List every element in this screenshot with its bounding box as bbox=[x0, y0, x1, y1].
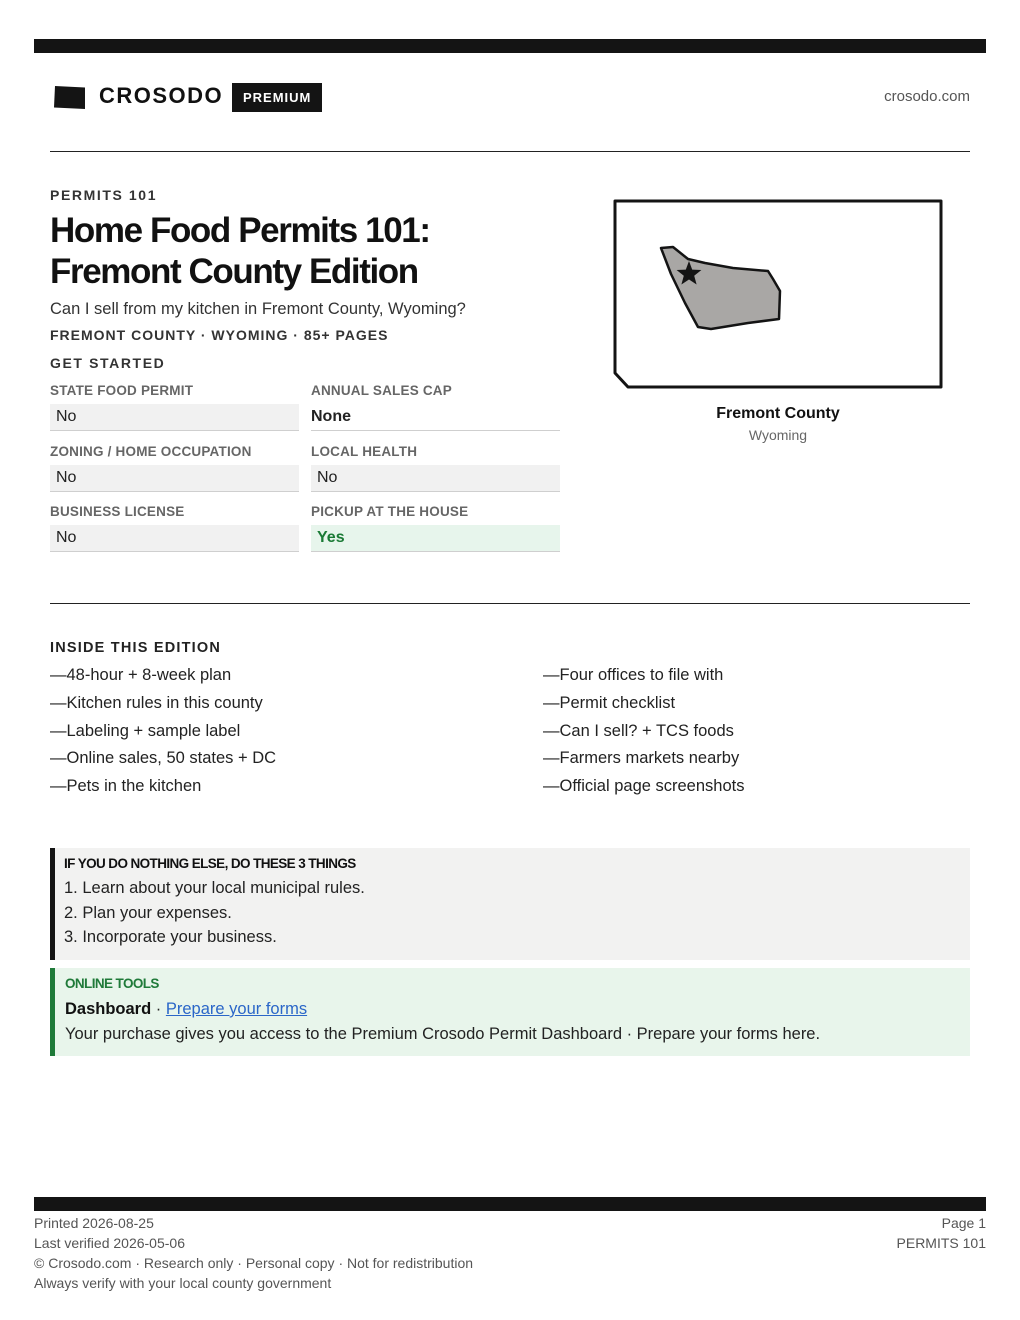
separator: · bbox=[155, 1000, 162, 1018]
field-value: Yes bbox=[311, 525, 560, 551]
section-kicker: PERMITS 101 bbox=[50, 187, 158, 203]
list-item: —Pets in the kitchen bbox=[50, 777, 202, 796]
field-label: STATE FOOD PERMIT bbox=[50, 383, 194, 398]
pickup-at-house-field bbox=[311, 504, 560, 552]
business-license-field bbox=[50, 504, 299, 552]
printed-date: Printed 2026-08-25 bbox=[34, 1215, 154, 1231]
bottom-bar bbox=[34, 1197, 986, 1211]
list-item: 3. Incorporate your business. bbox=[64, 928, 277, 946]
footer-section: PERMITS 101 bbox=[896, 1235, 986, 1251]
footer-left bbox=[34, 1213, 473, 1293]
prepare-forms-link[interactable]: Prepare your forms bbox=[165, 1000, 308, 1018]
field-value: None bbox=[311, 408, 351, 425]
inside-list-right bbox=[543, 666, 943, 805]
list-item: —Permit checklist bbox=[543, 693, 676, 712]
get-started-heading: GET STARTED bbox=[50, 355, 166, 371]
title-line-2: Fremont County Edition bbox=[50, 252, 418, 291]
list-item: —Official page screenshots bbox=[543, 777, 745, 796]
brand-name: CROSODO bbox=[99, 83, 224, 108]
field-value: No bbox=[50, 465, 299, 491]
page-number: Page 1 bbox=[941, 1215, 986, 1231]
field-value: No bbox=[50, 404, 299, 430]
list-item: —Farmers markets nearby bbox=[543, 749, 740, 768]
tools-title: ONLINE TOOLS bbox=[65, 976, 159, 991]
copyright: © Crosodo.com · Research only · Personal copy · Not for redistribution bbox=[34, 1255, 474, 1271]
online-tools-box bbox=[50, 968, 970, 1056]
field-label: ANNUAL SALES CAP bbox=[311, 383, 452, 398]
field-label: PICKUP AT THE HOUSE bbox=[311, 504, 469, 519]
premium-badge: PREMIUM bbox=[232, 83, 322, 112]
field-value: No bbox=[311, 465, 560, 491]
tools-links bbox=[65, 1000, 970, 1019]
header-divider bbox=[50, 151, 970, 152]
verified-date: Last verified 2026-05-06 bbox=[34, 1235, 185, 1251]
field-label: ZONING / HOME OCCUPATION bbox=[50, 444, 252, 459]
list-item: —Kitchen rules in this county bbox=[50, 693, 263, 712]
field-label: LOCAL HEALTH bbox=[311, 444, 418, 459]
wyoming-logo-icon bbox=[54, 85, 86, 110]
list-item: 1. Learn about your local municipal rules. bbox=[64, 879, 365, 897]
list-item: —Four offices to file with bbox=[543, 666, 724, 684]
inside-heading: INSIDE THIS EDITION bbox=[50, 640, 222, 656]
priority-callout bbox=[50, 848, 970, 960]
map-county-name: Fremont County bbox=[716, 405, 840, 422]
local-health-field bbox=[311, 444, 560, 492]
annual-sales-cap-field bbox=[311, 383, 560, 431]
county-map bbox=[613, 199, 943, 389]
callout-list bbox=[64, 876, 970, 950]
top-bar bbox=[34, 39, 986, 53]
inside-list-left bbox=[50, 666, 450, 805]
edition-meta: FREMONT COUNTY · WYOMING · 85+ PAGES bbox=[50, 327, 389, 343]
footer-right bbox=[897, 1213, 986, 1253]
title-line-1: Home Food Permits 101: bbox=[50, 211, 430, 250]
field-value: No bbox=[50, 525, 299, 551]
tools-description: Your purchase gives you access to the Premium Crosodo Permit Dashboard · Prepare your forms here. bbox=[65, 1025, 821, 1043]
verify-note: Always verify with your local county government bbox=[34, 1275, 332, 1291]
page-title bbox=[50, 210, 590, 292]
state-food-permit-field bbox=[50, 383, 299, 431]
list-item: —Can I sell? + TCS foods bbox=[543, 721, 734, 740]
header bbox=[50, 78, 970, 118]
dashboard-label: Dashboard bbox=[65, 1000, 152, 1018]
section-divider bbox=[50, 603, 970, 604]
field-label: BUSINESS LICENSE bbox=[50, 504, 185, 519]
fremont-county-shape bbox=[661, 247, 780, 329]
list-item: 2. Plan your expenses. bbox=[64, 903, 232, 922]
callout-title: IF YOU DO NOTHING ELSE, DO THESE 3 THINGS bbox=[64, 856, 356, 871]
zoning-field bbox=[50, 444, 299, 492]
site-url[interactable]: crosodo.com bbox=[884, 88, 970, 105]
list-item: —Online sales, 50 states + DC bbox=[50, 749, 277, 768]
list-item: —Labeling + sample label bbox=[50, 721, 241, 740]
map-state-name: Wyoming bbox=[748, 427, 808, 443]
page-subtitle: Can I sell from my kitchen in Fremont County, Wyoming? bbox=[50, 300, 466, 318]
list-item: —48-hour + 8-week plan bbox=[50, 666, 232, 684]
